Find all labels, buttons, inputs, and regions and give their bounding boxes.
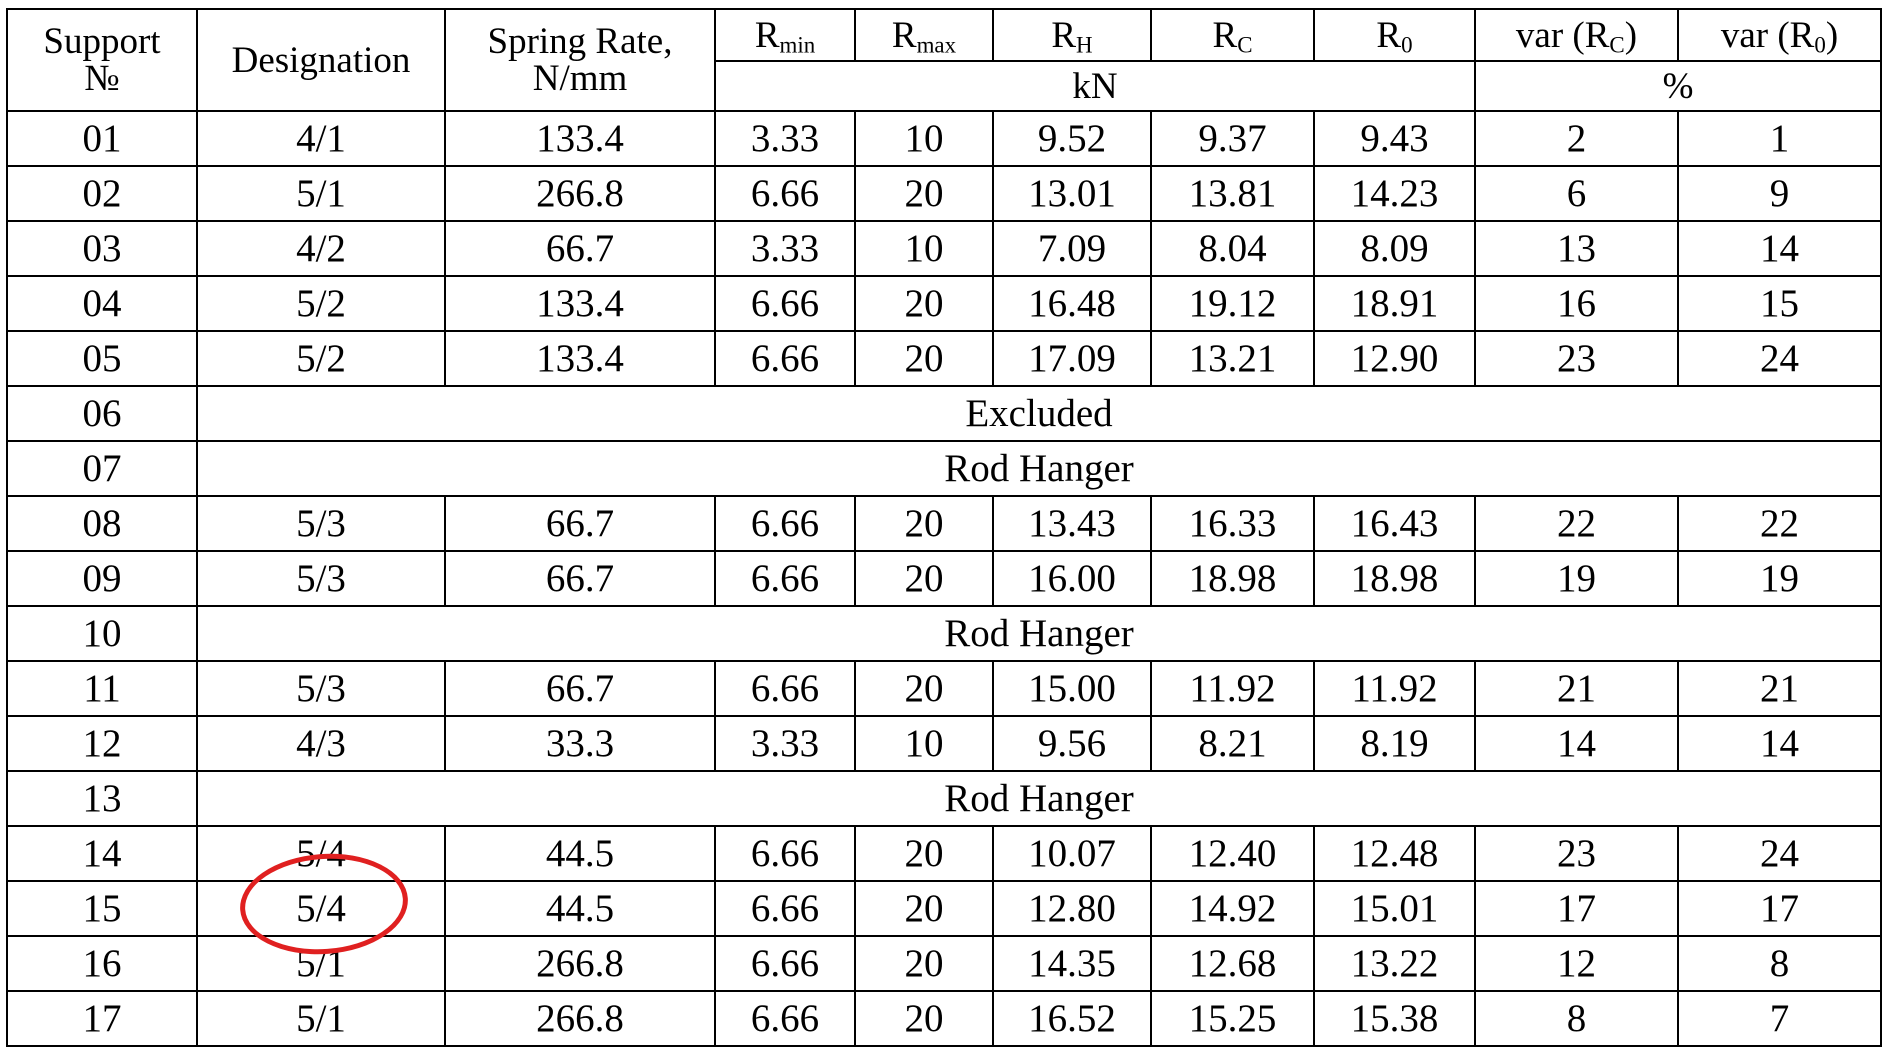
header-support-no-label: Support №: [43, 21, 161, 99]
cell-r-max: 20: [855, 331, 993, 386]
cell-support-no: 05: [7, 331, 197, 386]
cell-support-no: 03: [7, 221, 197, 276]
cell-r-max: 20: [855, 826, 993, 881]
cell-r-max: 20: [855, 551, 993, 606]
cell-r-max: 10: [855, 221, 993, 276]
header-var-rc-post: ): [1624, 14, 1638, 56]
cell-r-min: 6.66: [715, 551, 855, 606]
cell-support-no: 08: [7, 496, 197, 551]
cell-support-no: 16: [7, 936, 197, 991]
cell-r-min: 6.66: [715, 826, 855, 881]
table-row: [7, 551, 1881, 606]
cell-var-r0: 7: [1678, 991, 1881, 1046]
cell-var-r0: 9: [1678, 166, 1881, 221]
header-r-0-sub: 0: [1401, 32, 1413, 58]
cell-designation: 4/2: [197, 221, 445, 276]
header-r-c-base: R: [1212, 14, 1238, 56]
cell-r-min: 6.66: [715, 331, 855, 386]
header-var-r0-sub: 0: [1814, 32, 1826, 58]
cell-r-max: 10: [855, 716, 993, 771]
cell-support-no: 14: [7, 826, 197, 881]
cell-designation: 5/3: [197, 551, 445, 606]
header-unit-percent: [1475, 61, 1881, 111]
cell-support-no: 02: [7, 166, 197, 221]
cell-spring-rate: 44.5: [445, 881, 715, 936]
cell-support-no: 12: [7, 716, 197, 771]
table-row: [7, 221, 1881, 276]
cell-r-c: 9.37: [1151, 111, 1314, 166]
cell-var-rc: 17: [1475, 881, 1678, 936]
table-row: [7, 166, 1881, 221]
cell-var-r0: 24: [1678, 826, 1881, 881]
header-var-r0-pre: var (R: [1720, 14, 1815, 56]
cell-var-r0: 19: [1678, 551, 1881, 606]
cell-r-max: 20: [855, 936, 993, 991]
cell-r-0: 9.43: [1314, 111, 1475, 166]
cell-r-max: 20: [855, 276, 993, 331]
table-row: [7, 936, 1881, 991]
cell-r-h: 13.43: [993, 496, 1151, 551]
header-unit-kn: [715, 61, 1475, 111]
cell-r-c: 15.25: [1151, 991, 1314, 1046]
header-r-h-sub: H: [1076, 32, 1093, 58]
cell-support-no: 17: [7, 991, 197, 1046]
cell-r-c: 8.04: [1151, 221, 1314, 276]
header-r-min-sub: min: [779, 32, 816, 58]
cell-r-max: 20: [855, 496, 993, 551]
cell-spring-rate: 44.5: [445, 826, 715, 881]
cell-r-0: 8.19: [1314, 716, 1475, 771]
cell-designation: 4/3: [197, 716, 445, 771]
table-row: [7, 881, 1881, 936]
cell-var-rc: 6: [1475, 166, 1678, 221]
cell-spring-rate: 266.8: [445, 936, 715, 991]
cell-r-min: 6.66: [715, 496, 855, 551]
cell-r-c: 8.21: [1151, 716, 1314, 771]
cell-designation: 5/4: [197, 826, 445, 881]
header-r-max-base: R: [891, 14, 917, 56]
cell-spring-rate: 66.7: [445, 496, 715, 551]
cell-support-no: 07: [7, 441, 197, 496]
table-row: [7, 661, 1881, 716]
header-var-r0-post: ): [1825, 14, 1839, 56]
cell-designation: 5/3: [197, 661, 445, 716]
table-row: [7, 991, 1881, 1046]
cell-spring-rate: 133.4: [445, 331, 715, 386]
table-row: [7, 111, 1881, 166]
cell-r-min: 3.33: [715, 716, 855, 771]
cell-var-r0: 22: [1678, 496, 1881, 551]
cell-row-note: Rod Hanger: [197, 441, 1881, 496]
cell-var-rc: 23: [1475, 331, 1678, 386]
cell-r-min: 3.33: [715, 111, 855, 166]
cell-row-note: Rod Hanger: [197, 771, 1881, 826]
cell-spring-rate: 133.4: [445, 111, 715, 166]
cell-var-rc: 23: [1475, 826, 1678, 881]
table-row: [7, 771, 1881, 826]
cell-r-min: 6.66: [715, 991, 855, 1046]
cell-support-no: 10: [7, 606, 197, 661]
cell-r-c: 18.98: [1151, 551, 1314, 606]
cell-var-r0: 15: [1678, 276, 1881, 331]
header-r-h-base: R: [1051, 14, 1077, 56]
cell-r-max: 20: [855, 166, 993, 221]
table-row: [7, 386, 1881, 441]
cell-r-h: 16.52: [993, 991, 1151, 1046]
cell-spring-rate: 133.4: [445, 276, 715, 331]
cell-spring-rate: 66.7: [445, 661, 715, 716]
cell-spring-rate: 266.8: [445, 166, 715, 221]
table-row: [7, 441, 1881, 496]
cell-r-max: 20: [855, 661, 993, 716]
cell-r-c: 13.21: [1151, 331, 1314, 386]
table-row: [7, 606, 1881, 661]
header-designation: [197, 9, 445, 111]
cell-var-r0: 17: [1678, 881, 1881, 936]
cell-designation: 5/2: [197, 276, 445, 331]
cell-r-max: 20: [855, 881, 993, 936]
cell-var-r0: 14: [1678, 716, 1881, 771]
cell-r-c: 14.92: [1151, 881, 1314, 936]
table-row: [7, 716, 1881, 771]
cell-r-h: 15.00: [993, 661, 1151, 716]
cell-r-0: 15.38: [1314, 991, 1475, 1046]
cell-r-0: 14.23: [1314, 166, 1475, 221]
header-r-min: [715, 9, 855, 61]
cell-r-min: 6.66: [715, 166, 855, 221]
header-r-max-sub: max: [916, 32, 957, 58]
cell-r-min: 6.66: [715, 881, 855, 936]
cell-var-rc: 12: [1475, 936, 1678, 991]
header-r-0: [1314, 9, 1475, 61]
header-r-min-base: R: [754, 14, 780, 56]
cell-r-h: 13.01: [993, 166, 1151, 221]
cell-var-rc: 13: [1475, 221, 1678, 276]
cell-r-c: 16.33: [1151, 496, 1314, 551]
cell-r-h: 16.48: [993, 276, 1151, 331]
cell-designation: 5/1: [197, 166, 445, 221]
cell-designation: 4/1: [197, 111, 445, 166]
cell-support-no: 06: [7, 386, 197, 441]
cell-r-0: 11.92: [1314, 661, 1475, 716]
cell-var-r0: 24: [1678, 331, 1881, 386]
cell-r-h: 17.09: [993, 331, 1151, 386]
cell-spring-rate: 66.7: [445, 551, 715, 606]
cell-r-max: 20: [855, 991, 993, 1046]
cell-var-rc: 16: [1475, 276, 1678, 331]
table-row: [7, 826, 1881, 881]
header-row-1: [7, 9, 1881, 61]
header-spring-rate-label: Spring Rate, N/mm: [487, 21, 673, 99]
cell-support-no: 09: [7, 551, 197, 606]
cell-r-0: 8.09: [1314, 221, 1475, 276]
cell-spring-rate: 66.7: [445, 221, 715, 276]
table-row: [7, 331, 1881, 386]
cell-r-0: 18.91: [1314, 276, 1475, 331]
header-var-rc-sub: C: [1609, 32, 1625, 58]
header-var-rc: [1475, 9, 1678, 61]
cell-support-no: 04: [7, 276, 197, 331]
cell-r-c: 13.81: [1151, 166, 1314, 221]
cell-var-rc: 21: [1475, 661, 1678, 716]
cell-r-0: 12.90: [1314, 331, 1475, 386]
header-spring-rate: [445, 9, 715, 111]
cell-row-note: Excluded: [197, 386, 1881, 441]
cell-designation: 5/3: [197, 496, 445, 551]
cell-row-note: Rod Hanger: [197, 606, 1881, 661]
header-r-h: [993, 9, 1151, 61]
cell-var-rc: 19: [1475, 551, 1678, 606]
cell-support-no: 13: [7, 771, 197, 826]
header-r-max: [855, 9, 993, 61]
cell-r-0: 15.01: [1314, 881, 1475, 936]
cell-r-min: 6.66: [715, 276, 855, 331]
cell-r-0: 18.98: [1314, 551, 1475, 606]
cell-var-r0: 14: [1678, 221, 1881, 276]
cell-designation: 5/1: [197, 936, 445, 991]
cell-r-min: 6.66: [715, 661, 855, 716]
header-r-0-base: R: [1376, 14, 1402, 56]
cell-support-no: 01: [7, 111, 197, 166]
cell-designation: 5/1: [197, 991, 445, 1046]
cell-r-0: 13.22: [1314, 936, 1475, 991]
header-r-c-sub: C: [1237, 32, 1253, 58]
cell-r-h: 16.00: [993, 551, 1151, 606]
cell-spring-rate: 266.8: [445, 991, 715, 1046]
table-body: [7, 111, 1881, 1046]
cell-var-rc: 22: [1475, 496, 1678, 551]
header-r-c: [1151, 9, 1314, 61]
table-row: [7, 496, 1881, 551]
header-var-r0: [1678, 9, 1881, 61]
cell-var-rc: 2: [1475, 111, 1678, 166]
cell-r-min: 3.33: [715, 221, 855, 276]
header-support-no: [7, 9, 197, 111]
cell-r-h: 12.80: [993, 881, 1151, 936]
spring-support-table: [6, 8, 1882, 1047]
cell-var-rc: 14: [1475, 716, 1678, 771]
header-var-rc-pre: var (R: [1515, 14, 1610, 56]
header-unit-kn-label: kN: [1072, 65, 1118, 107]
cell-designation-value: 5/4: [296, 887, 346, 930]
cell-r-c: 11.92: [1151, 661, 1314, 716]
cell-designation: 5/2: [197, 331, 445, 386]
cell-support-no: 15: [7, 881, 197, 936]
cell-r-c: 12.40: [1151, 826, 1314, 881]
cell-var-r0: 1: [1678, 111, 1881, 166]
cell-r-c: 12.68: [1151, 936, 1314, 991]
cell-var-r0: 8: [1678, 936, 1881, 991]
cell-r-h: 9.56: [993, 716, 1151, 771]
table-row: [7, 276, 1881, 331]
cell-r-h: 9.52: [993, 111, 1151, 166]
cell-var-r0: 21: [1678, 661, 1881, 716]
cell-support-no: 11: [7, 661, 197, 716]
cell-r-h: 7.09: [993, 221, 1151, 276]
cell-designation: [197, 881, 445, 936]
cell-r-max: 10: [855, 111, 993, 166]
cell-r-min: 6.66: [715, 936, 855, 991]
header-designation-label: Designation: [231, 39, 411, 81]
cell-var-rc: 8: [1475, 991, 1678, 1046]
header-unit-percent-label: %: [1662, 65, 1694, 107]
cell-spring-rate: 33.3: [445, 716, 715, 771]
cell-r-h: 14.35: [993, 936, 1151, 991]
cell-r-c: 19.12: [1151, 276, 1314, 331]
cell-r-0: 12.48: [1314, 826, 1475, 881]
cell-r-0: 16.43: [1314, 496, 1475, 551]
cell-r-h: 10.07: [993, 826, 1151, 881]
